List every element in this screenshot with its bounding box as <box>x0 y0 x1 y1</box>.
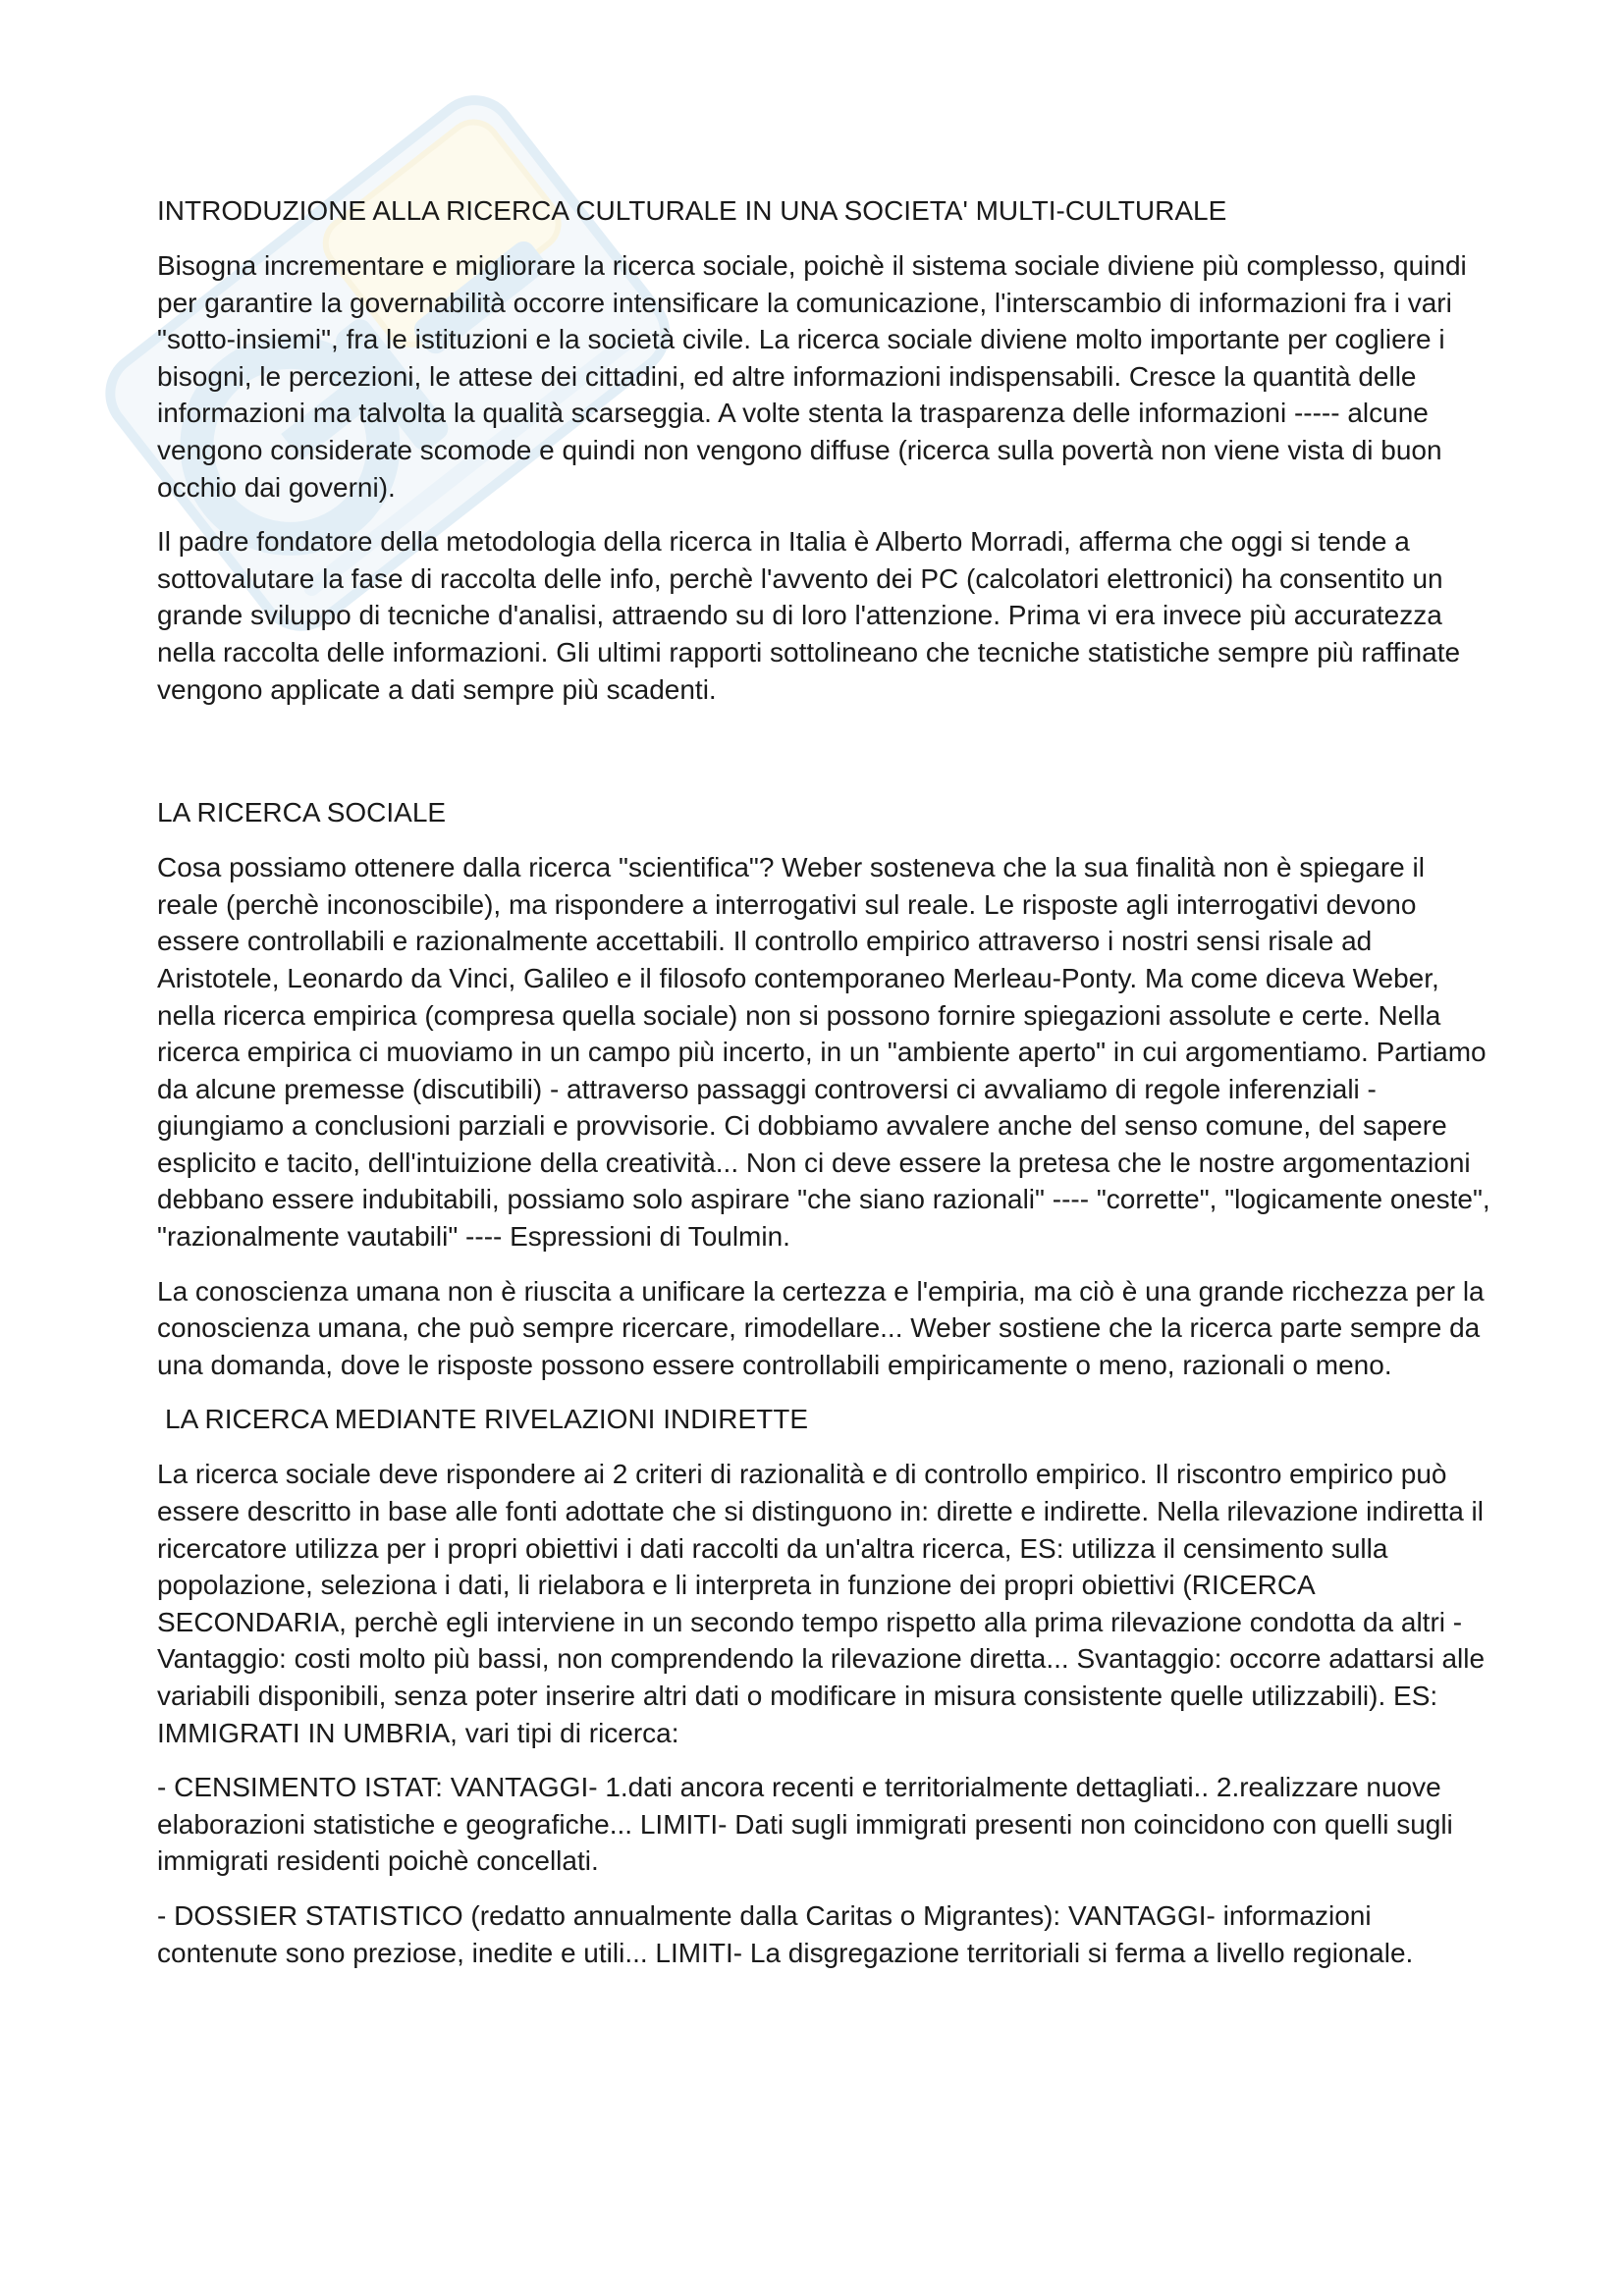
section-heading-ricerca-sociale: LA RICERCA SOCIALE <box>157 797 447 828</box>
paragraph: - CENSIMENTO ISTAT: VANTAGGI- 1.dati ancora recenti e territorialmente dettagliati.. 2.realizzare nuove elaborazioni statistiche e geografiche... LIMITI- Dati sugli immigrati presenti non coincidono con quelli sugli immigrati residenti poichè concellati. <box>157 1772 1453 1877</box>
paragraph: La ricerca sociale deve rispondere ai 2 criteri di razionalità e di controllo empirico. Il riscontro empirico può essere descritto in base alle fonti adottate che si distinguono in: dirette e indirette. Nella rilevazione indiretta il ricercatore utilizza per i propri obiettivi i dati raccolti da un'altra ricerca, ES: utilizza il censimento sulla popolazione, seleziona i dati, li rielabora e li interpreta in funzione dei propri obiettivi (RICERCA SECONDARIA, perchè egli interviene in un secondo tempo rispetto alla prima rilevazione condotta da altri - Vantaggio: costi molto più bassi, non comprendendo la rilevazione diretta... Svantaggio: occorre adattarsi alle variabili disponibili, senza poter inserire altri dati o modificare in misura consistente quelle utilizzabili). ES: IMMIGRATI IN UMBRIA, vari tipi di ricerca: <box>157 1459 1486 1748</box>
section-spacer <box>157 725 1492 794</box>
document-page <box>157 192 1492 1989</box>
section-heading-rivelazioni-indirette: LA RICERCA MEDIANTE RIVELAZIONI INDIRETTE <box>165 1404 809 1435</box>
section-heading-intro: INTRODUZIONE ALLA RICERCA CULTURALE IN UNA SOCIETA' MULTI-CULTURALE <box>157 195 1227 226</box>
paragraph: La conoscienza umana non è riuscita a unificare la certezza e l'empiria, ma ciò è una grande ricchezza per la conoscienza umana, che può sempre ricercare, rimodellare... Weber sostiene che la ricerca parte sempre da una domanda, dove le risposte possono essere controllabili empiricamente o meno, razionali o meno. <box>157 1275 1485 1380</box>
paragraph: Il padre fondatore della metodologia della ricerca in Italia è Alberto Morradi, afferma che oggi si tende a sottovalutare la fase di raccolta delle info, perchè l'avvento dei PC (calcolatori elettronici) ha consentito un grande sviluppo di tecniche d'analisi, attraendo su di loro l'attenzione. Prima vi era invece più accuratezza nella raccolta delle informazioni. Gli ultimi rapporti sottolineano che tecniche statistiche sempre più raffinate vengono applicate a dati sempre più scadenti. <box>157 526 1461 705</box>
paragraph: - DOSSIER STATISTICO (redatto annualmente dalla Caritas o Migrantes): VANTAGGI- informazioni contenute sono preziose, inedite e utili... LIMITI- La disgregazione territoriali si ferma a livello regionale. <box>157 1899 1414 1968</box>
paragraph: Cosa possiamo ottenere dalla ricerca "scientifica"? Weber sosteneva che la sua finalità non è spiegare il reale (perchè inconoscibile), ma rispondere a interrogativi sul reale. Le risposte agli interrogativi devono essere controllabili e razionalmente accettabili. Il controllo empirico attraverso i nostri sensi risale ad Aristotele, Leonardo da Vinci, Galileo e il filosofo contemporaneo Merleau-Ponty. Ma come diceva Weber, nella ricerca empirica (compresa quella sociale) non si possono fornire spiegazioni assolute e certe. Nella ricerca empirica ci muoviamo in un campo più incerto, in un "ambiente aperto" in cui argomentiamo. Partiamo da alcune premesse (discutibili) - attraverso passaggi controversi ci avvaliamo di regole inferenziali - giungiamo a conclusioni parziali e provvisorie. Ci dobbiamo avvalere anche del senso comune, del sapere esplicito e tacito, dell'intuizione della creatività... Non ci deve essere la pretesa che le nostre argomentazioni debbano essere indubitabili, possiamo solo aspirare "che siano razionali" ---- "corrette", "logicamente oneste", "razionalmente vautabili" ---- Espressioni di Toulmin. <box>157 852 1490 1253</box>
paragraph: Bisogna incrementare e migliorare la ricerca sociale, poichè il sistema sociale diviene più complesso, quindi per garantire la governabilità occorre intensificare la comunicazione, l'interscambio di informazioni fra i vari "sotto-insiemi", fra le istituzioni e la società civile. La ricerca sociale diviene molto importante per cogliere i bisogni, le percezioni, le attese dei cittadini, ed altre informazioni indispensabili. Cresce la quantità delle informazioni ma talvolta la qualità scarseggia. A volte stenta la trasparenza delle informazioni ----- alcune vengono considerate scomode e quindi non vengono diffuse (ricerca sulla povertà non viene vista di buon occhio dai governi). <box>157 250 1467 503</box>
